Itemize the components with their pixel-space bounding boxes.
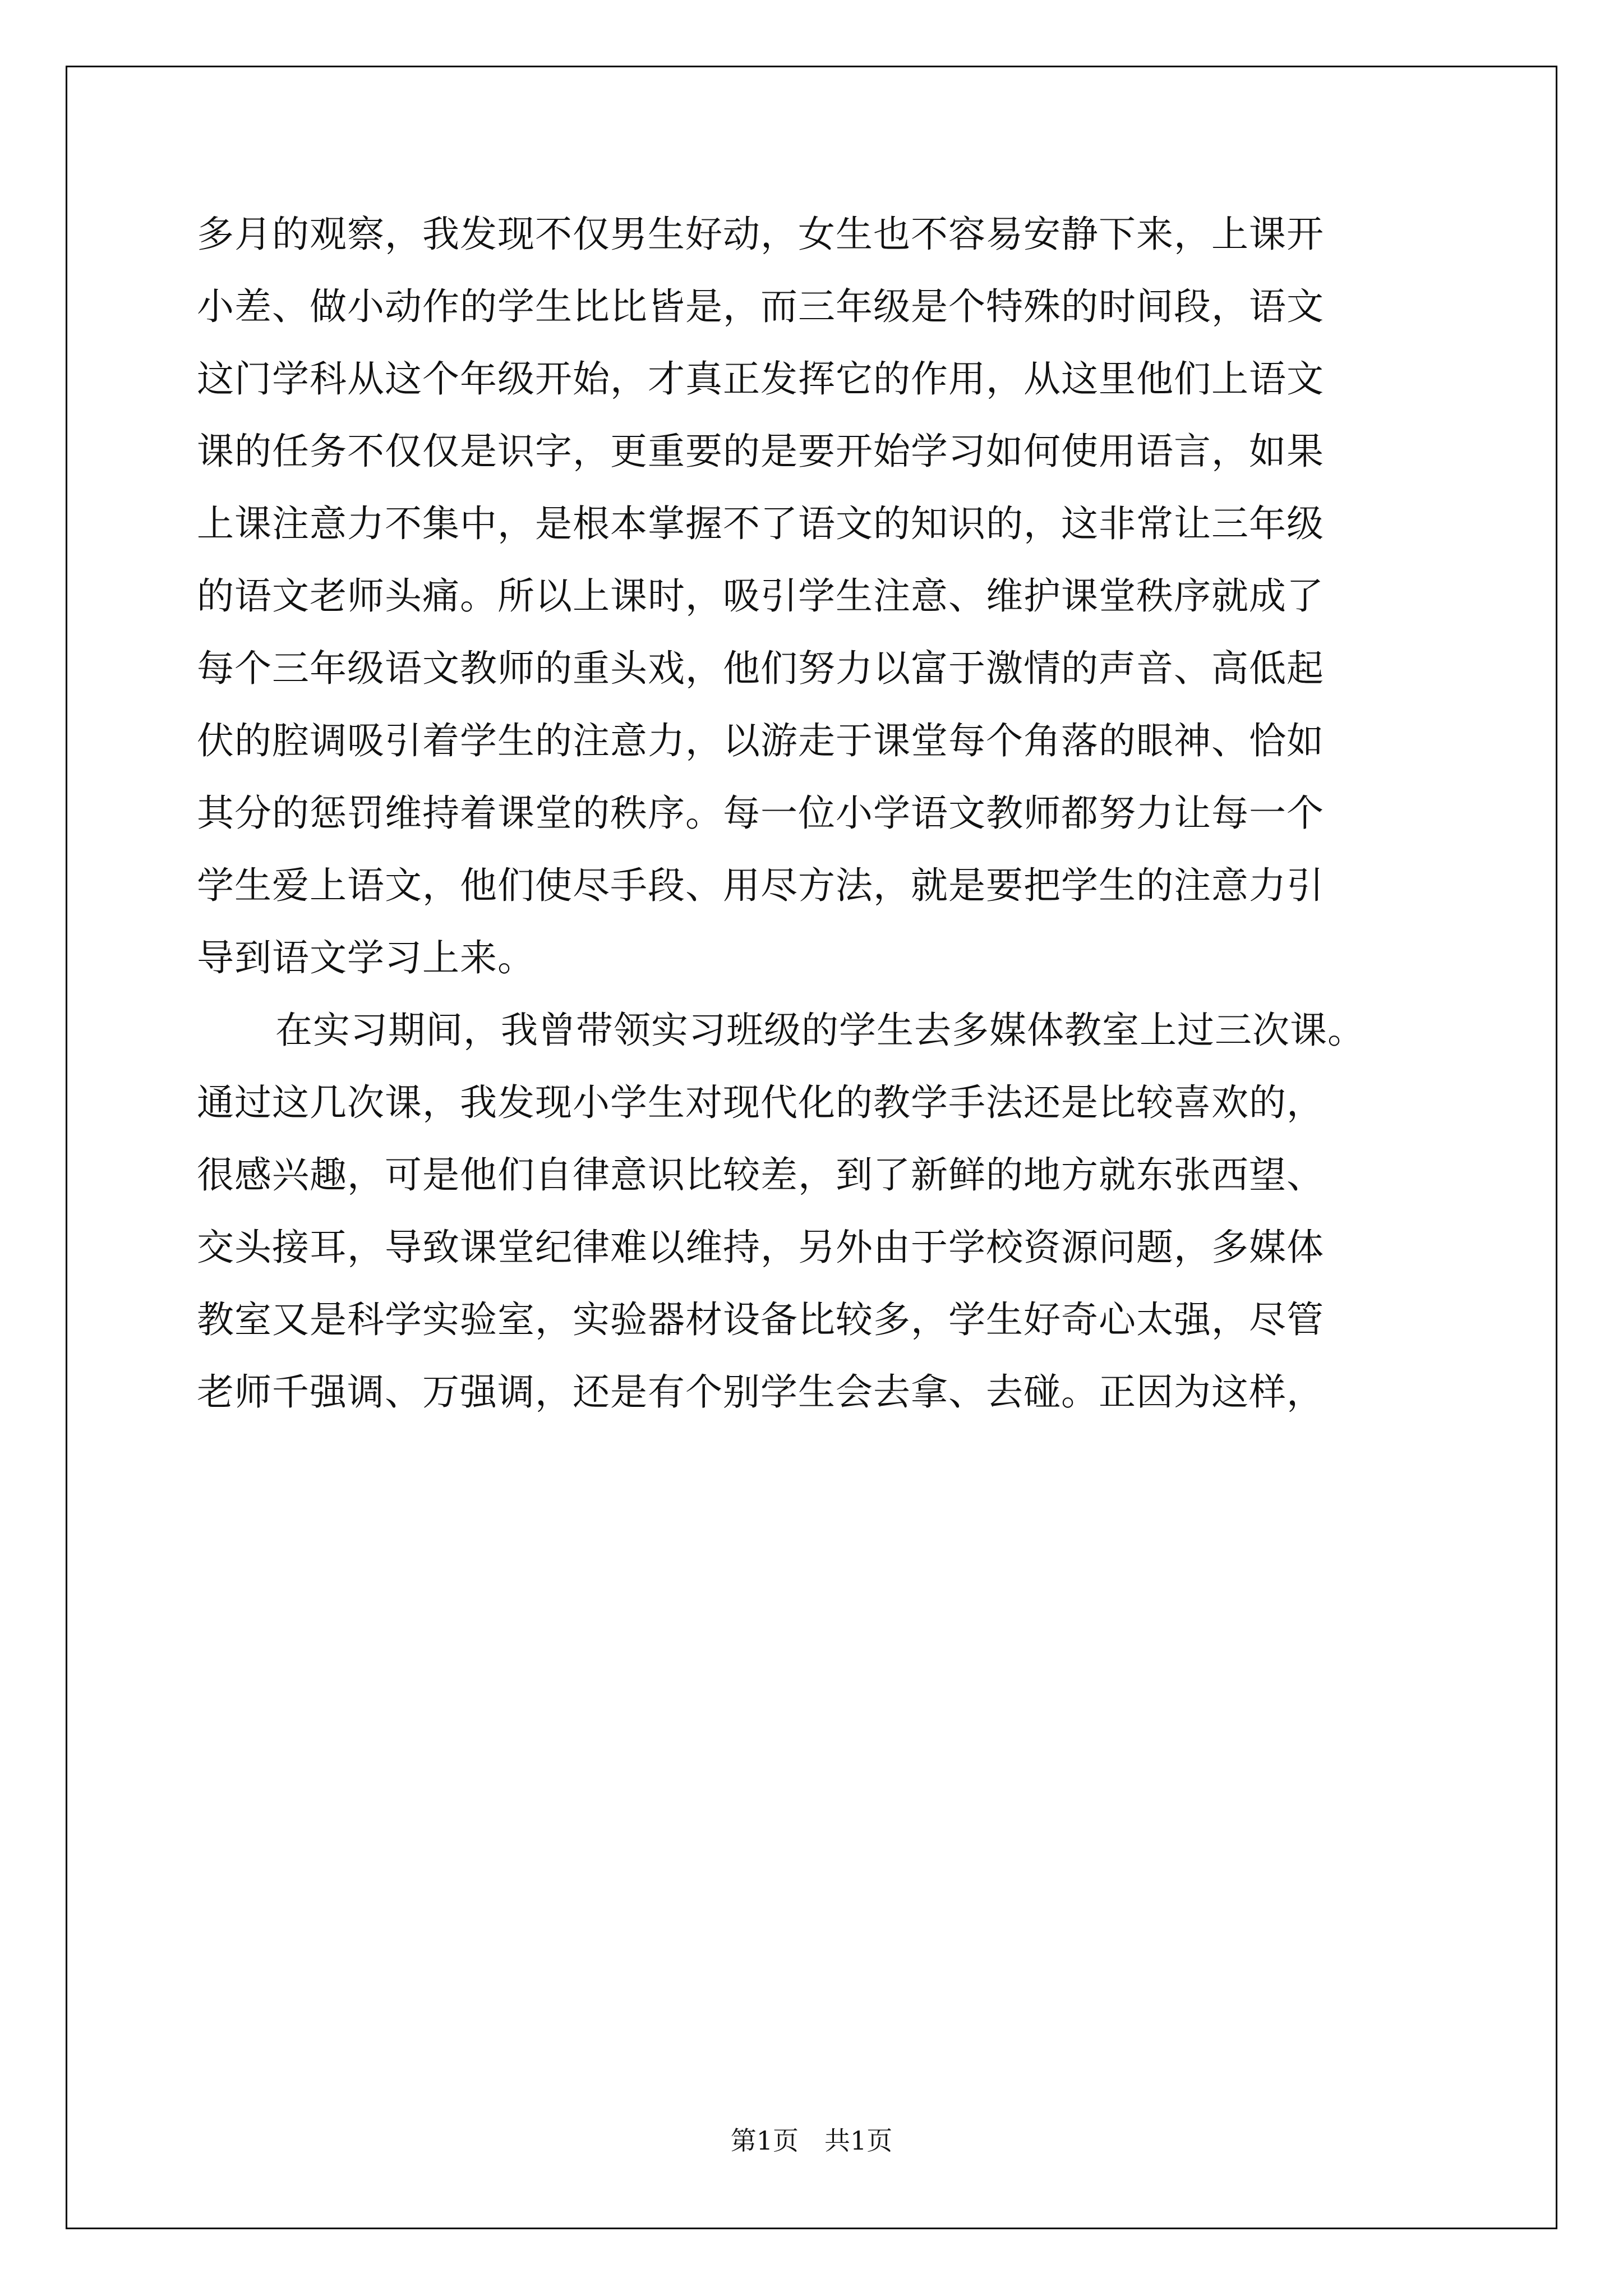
page-footer — [0, 2120, 1623, 2157]
text-line: 这门学科从这个年级开始，才真正发挥它的作用，从这里他们上语文 — [197, 357, 1324, 401]
page-number-label: 第1页 共1页 — [730, 2125, 893, 2156]
text-line: 其分的惩罚维持着课堂的秩序。每一位小学语文教师都努力让每一个 — [197, 792, 1324, 835]
text-line: 在实习期间，我曾带领实习班级的学生去多媒体教室上过三次课。 — [275, 1009, 1365, 1052]
text-line: 老师千强调、万强调，还是有个别学生会去拿、去碰。正因为这样， — [197, 1370, 1324, 1414]
text-line: 伏的腔调吸引着学生的注意力，以游走于课堂每个角落的眼神、恰如 — [197, 719, 1324, 762]
text-line: 小差、做小动作的学生比比皆是，而三年级是个特殊的时间段，语文 — [197, 285, 1324, 328]
text-line: 课的任务不仅仅是识字，更重要的是要开始学习如何使用语言，如果 — [197, 430, 1324, 473]
text-line: 交头接耳，导致课堂纪律难以维持，另外由于学校资源问题，多媒体 — [197, 1226, 1324, 1269]
text-line: 教室又是科学实验室，实验器材设备比较多，学生好奇心太强，尽管 — [197, 1298, 1324, 1341]
text-line: 多月的观察，我发现不仅男生好动，女生也不容易安静下来，上课开 — [197, 213, 1324, 256]
text-line: 每个三年级语文教师的重头戏，他们努力以富于激情的声音、高低起 — [197, 647, 1324, 690]
text-line: 很感兴趣，可是他们自律意识比较差，到了新鲜的地方就东张西望、 — [197, 1153, 1324, 1197]
text-line: 导到语文学习上来。 — [197, 936, 535, 979]
text-line: 上课注意力不集中，是根本掌握不了语文的知识的，这非常让三年级 — [197, 502, 1324, 545]
document-body — [197, 213, 1453, 1446]
text-line: 学生爱上语文，他们使尽手段、用尽方法，就是要把学生的注意力引 — [197, 864, 1324, 907]
text-line: 的语文老师头痛。所以上课时，吸引学生注意、维护课堂秩序就成了 — [197, 574, 1324, 618]
text-line: 通过这几次课，我发现小学生对现代化的教学手法还是比较喜欢的， — [197, 1081, 1324, 1124]
